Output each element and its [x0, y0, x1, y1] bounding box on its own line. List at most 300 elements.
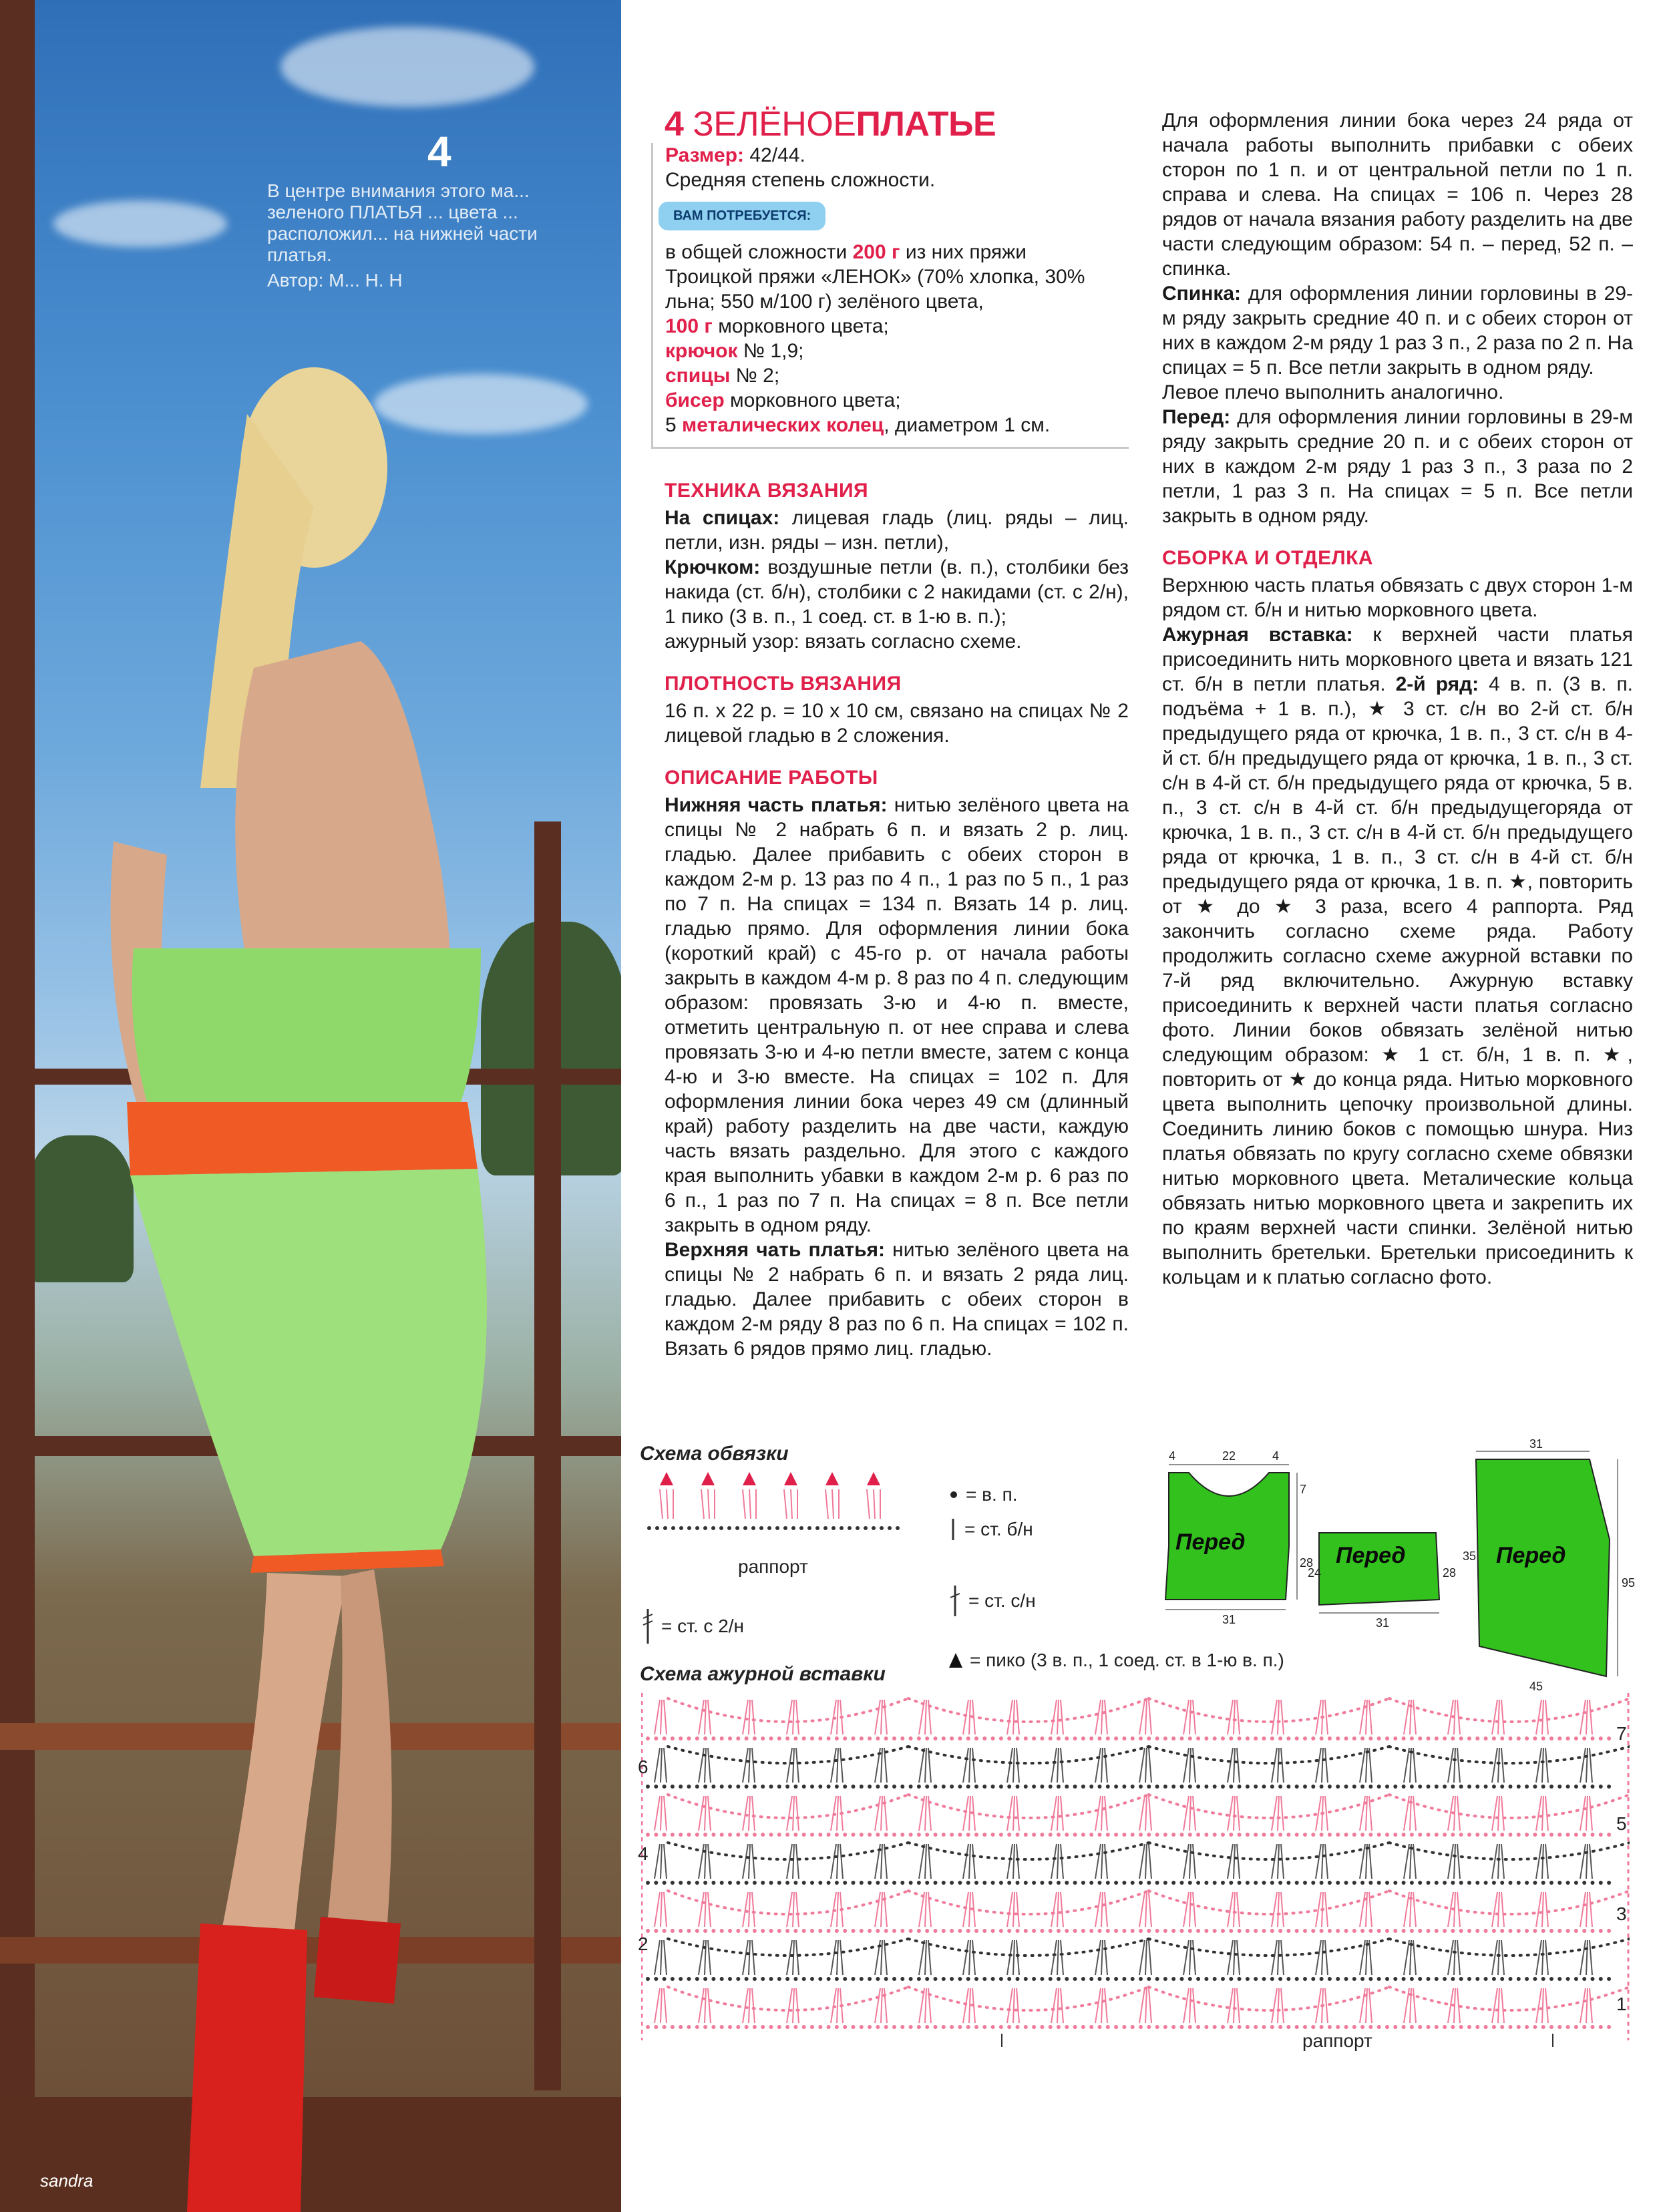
- chain-dot: [1089, 1833, 1093, 1837]
- chain-dot: [974, 1833, 978, 1837]
- stitch-mark: [1580, 1988, 1586, 2023]
- stitch-mark: [925, 1700, 926, 1734]
- chain-dot: [1360, 1929, 1364, 1933]
- chain-dot: [917, 1929, 921, 1933]
- chain-dot: [1007, 1785, 1011, 1789]
- chain-dot: [917, 1785, 921, 1789]
- chain-dot: [1188, 1881, 1192, 1885]
- chain-dot: [1574, 1833, 1578, 1837]
- chain-dot: [1541, 1785, 1545, 1789]
- chain-dot: [1557, 1736, 1561, 1740]
- stitch-mark: [969, 1988, 970, 2023]
- chain-dot: [719, 1526, 723, 1530]
- chain-dot: [950, 2025, 954, 2029]
- stitch-mark: [1139, 1892, 1145, 1927]
- stitch-mark: [1542, 1796, 1543, 1831]
- stitch-mark: [1234, 1700, 1235, 1734]
- chain-dot: [942, 2025, 946, 2029]
- chain-dot: [1131, 1785, 1135, 1789]
- chain-dot: [769, 1785, 773, 1789]
- stitch-mark: [1189, 1892, 1191, 1927]
- chain-dot: [1368, 1736, 1372, 1740]
- chain-dot: [753, 1785, 757, 1789]
- chain-dot: [1311, 1977, 1315, 1981]
- chain-dot: [991, 1736, 995, 1740]
- stitch-mark: [1590, 1988, 1592, 2023]
- chain-dot: [1221, 1736, 1225, 1740]
- stitch-mark: [1272, 1700, 1277, 1734]
- picot-mark: [743, 1472, 756, 1485]
- stitch-mark: [655, 1748, 660, 1783]
- chain-dot: [909, 1833, 913, 1837]
- stitch-mark: [1590, 1748, 1592, 1783]
- chain-dot: [679, 1977, 683, 1981]
- chain-dot: [1410, 1736, 1414, 1740]
- stitch-mark: [1542, 1892, 1543, 1927]
- stitch-mark: [1228, 1796, 1233, 1831]
- chain-dot: [1344, 1736, 1348, 1740]
- chain-dot: [1278, 1736, 1282, 1740]
- chain-dot: [769, 1833, 773, 1837]
- chain-dot: [1016, 1833, 1020, 1837]
- chain-dot: [1525, 1929, 1529, 1933]
- chain-dot: [1147, 2025, 1151, 2029]
- chain-dot: [1549, 1881, 1553, 1885]
- chain-dot: [1098, 1833, 1102, 1837]
- stitch-mark: [1105, 1748, 1107, 1783]
- chain-dot: [1591, 1736, 1595, 1740]
- stitch-mark: [1492, 1796, 1497, 1831]
- chain-dot: [1073, 1881, 1077, 1885]
- chain-dot: [1040, 1881, 1044, 1885]
- chain-dot: [1303, 1881, 1307, 1885]
- stitch-mark: [963, 1796, 968, 1831]
- chain-dot: [852, 1881, 856, 1885]
- stitch-mark: [1095, 1796, 1101, 1831]
- chain-dot: [999, 2025, 1003, 2029]
- lace-diagram-title: Схема ажурной вставки: [640, 1663, 886, 1685]
- stitch-mark: [837, 1700, 838, 1734]
- chain-dot: [1352, 1977, 1356, 1981]
- stitch-mark: [1017, 1844, 1019, 1879]
- article-column-2: Для оформления линии бока через 24 ряда от начала работы выполнить прибавки с обеих сторон по 1 п. и от центральной петли по 1 п. справа и слева. На спицах = 106 п. Через 28 рядов от начала вязания работу разделить на две части следующим образом: 54 п. – перед, 52 п. – спинка. Спинка: для оформления линии горловины в 29-м ряду закрыть средние 40 п. и с обеих сторон от них в каждом 2-м ряду 1 раз 3 п., 2 раза по 2 п. На спицах = 5 п. Все петли закрыть в одном ряду. Левое плечо выполнить аналогично. Перед: для оформления линии горловины в 29-м ряду закрыть средние 20 п. и с обеих сторон от них в каждом 2-м ряду 1 раз 3 п., 3 раза по 2 петли, 1 раз 3 п. На спицах = 5 п. Все петли закрыть в одном ряду. СБОРКА И ОТДЕЛКА Верхнюю часть платья обвязать с двух сторон 1-м рядом ст. б/н и нитью морковного цвета. Ажурная вставка: к верхней части платья присоединить нить морковного цвета и вязать 121 ст. б/н в петли платья. 2-й ряд: 4 в. п. (3 в. п. подъёма + 1 в. п.), ★ 3 ст. с/н во 2-й ст. б/н предыдущего ряда от крючка, 1 в. п., 3 ст. с/н в 4-й ст. б/н предыдущего ряда от крючка, 1 в. п., 3 ст. с/н в 4-й ст. б/н предыдущего ряда от крючка, 5 в. п., 3 ст. с/н в 4-й ст. б/н предыдущегоряда от крючка, 1 в. п., 3 ст. с/н в 4-й ст. б/н предыдущего ряда от крючка, 1 в. п., 3 ст. с/н в 4-й ст. б/н предыдущего ряда от крючка, 1 в. п. ★, повторить от ★ до ★ 3 раза, всего 4 раппорта. Ряд закончить согласно схеме ряда. Работу продолжить согласно схеме ажурной вставки по 7-й ряд включительно. Ажурную вставку присоединить к верхней части платья согласно фото. Линии боков обвязать зелёной нитью следующим образом: ★ 1 ст. б/н, 1 в. п. ★, повторить от ★ до конца ряда. Нитью морковного цвета выполнить цепочку произвольной длины. Соединить линию боков с помощью шнура. Низ платья обвязать по кругу согласно схеме обвязки нитью морковного цвета. Металические кольца обвязать нитью морковного цвета и закрепить их по краям верхней части спинки. Зелёной нитью выполнить бретельки. Бретельки присоединить к кольцам и к платью согласно фото.: [1162, 110, 1634, 1288]
- chain-dot: [1492, 1833, 1496, 1837]
- chain-dot: [807, 1526, 811, 1530]
- stitch-mark: [705, 1700, 706, 1734]
- chain-dot: [695, 2025, 699, 2029]
- stitch-mark: [1007, 1940, 1012, 1975]
- chain-dot: [1213, 2025, 1217, 2029]
- chain-dot: [1311, 1833, 1315, 1837]
- stitch-mark: [1586, 1940, 1588, 1975]
- chain-dot: [687, 1833, 691, 1837]
- chain-dot: [942, 1785, 946, 1789]
- stitch-mark: [1325, 1748, 1328, 1783]
- chain-dot: [1435, 2025, 1439, 2029]
- chain-dot: [679, 1736, 683, 1740]
- chain-dot: [1254, 1785, 1258, 1789]
- chain-dot: [679, 1929, 683, 1933]
- stitch-mark: [705, 1844, 706, 1879]
- chain-dot: [1246, 1785, 1250, 1789]
- chain-dot: [1566, 2025, 1570, 2029]
- chain-dot: [1114, 1929, 1118, 1933]
- chain-dot: [736, 1977, 740, 1981]
- chain-dot: [1254, 1833, 1258, 1837]
- chain-dot: [1492, 1785, 1496, 1789]
- chain-dot: [1427, 1833, 1431, 1837]
- chain-dot: [1451, 1785, 1455, 1789]
- chain-dot: [1459, 1785, 1463, 1789]
- chain-dot: [1106, 1785, 1110, 1789]
- chain-dot: [1081, 1929, 1085, 1933]
- stitch-mark: [743, 1748, 748, 1783]
- chain-dot: [1139, 1977, 1143, 1981]
- chain-dot: [1517, 2025, 1521, 2029]
- chain-dot: [848, 1526, 852, 1530]
- stitch-mark: [1278, 1700, 1279, 1734]
- section-heading-assembly: СБОРКА И ОТДЕЛКА: [1162, 547, 1374, 569]
- stitch-mark: [661, 1748, 662, 1783]
- chain-dot: [950, 1881, 954, 1885]
- stitch-mark: [1366, 1796, 1367, 1831]
- stitch-mark: [787, 1700, 792, 1734]
- chain-dot: [1574, 1881, 1578, 1885]
- chain-dot: [966, 1929, 970, 1933]
- stitch-mark: [1051, 1748, 1057, 1783]
- stitch-mark: [705, 1748, 706, 1783]
- chain-dot: [1196, 1881, 1200, 1885]
- chain-dot: [727, 1526, 731, 1530]
- stitch-mark: [1316, 1844, 1321, 1879]
- chain-dot: [1533, 1929, 1537, 1933]
- picot-mark: [825, 1472, 839, 1485]
- chain-dot: [1418, 1929, 1422, 1933]
- chain-dot: [1270, 1736, 1274, 1740]
- stitch-mark: [1228, 1700, 1233, 1734]
- chain-dot: [1229, 2025, 1233, 2029]
- chain-dot: [818, 1833, 822, 1837]
- chain-dot: [1582, 1929, 1586, 1933]
- chain-dot: [1229, 1785, 1233, 1789]
- stitch-mark: [1189, 1988, 1191, 2023]
- stitch-mark: [881, 1892, 882, 1927]
- stitch-mark: [1457, 1940, 1460, 1975]
- chain-dot: [991, 1929, 995, 1933]
- chain-dot: [793, 1977, 797, 1981]
- chain-dot: [1484, 2025, 1488, 2029]
- chain-arc: [1389, 1891, 1630, 1914]
- chain-dot: [1204, 1929, 1208, 1933]
- chain-dot: [925, 1833, 929, 1837]
- chain-dot: [1163, 1833, 1167, 1837]
- chain-dot: [1509, 1736, 1513, 1740]
- chain-dot: [835, 1929, 839, 1933]
- stitch-mark: [664, 1700, 667, 1734]
- chain-dot: [695, 1526, 699, 1530]
- dim-2b: 28: [1443, 1566, 1457, 1580]
- stitch-mark: [1017, 1940, 1019, 1975]
- chain-dot: [1360, 1736, 1364, 1740]
- stitch-mark: [1413, 1940, 1416, 1975]
- chain-dot: [646, 1929, 650, 1933]
- chain-dot: [942, 1881, 946, 1885]
- stitch-mark: [1051, 1940, 1057, 1975]
- chain-dot: [860, 1881, 864, 1885]
- chain-dot: [1368, 2025, 1372, 2029]
- chain-dot: [892, 2025, 896, 2029]
- chain-dot: [1238, 1833, 1242, 1837]
- stitch-mark: [708, 1988, 711, 2023]
- stitch-mark: [1272, 1748, 1277, 1783]
- chain-dot: [1418, 1785, 1422, 1789]
- chain-dot: [1049, 1785, 1053, 1789]
- dim-1b: 22: [1222, 1449, 1236, 1463]
- chain-dot: [982, 1929, 986, 1933]
- stitch-mark: [1145, 1988, 1147, 2023]
- chain-dot: [1180, 1736, 1184, 1740]
- chain-dot: [1607, 1977, 1611, 1981]
- chain-dot: [934, 1977, 938, 1981]
- stitch-mark: [875, 1700, 880, 1734]
- legend-picot: = пико (3 в. п., 1 соед. ст. в 1-ю в. п.): [948, 1650, 1284, 1671]
- chain-dot: [761, 1785, 765, 1789]
- chain-dot: [646, 1785, 650, 1789]
- stitch-mark: [793, 1748, 794, 1783]
- chain-dot: [1377, 1929, 1381, 1933]
- stitch-mark: [1454, 1844, 1455, 1879]
- chain-dot: [1500, 1736, 1504, 1740]
- stitch-mark: [840, 1844, 843, 1879]
- chain-dot: [753, 1881, 757, 1885]
- chain-dot: [892, 1929, 896, 1933]
- stitch-mark: [743, 1988, 748, 2023]
- chain-dot: [1032, 1785, 1036, 1789]
- chain-dot: [1328, 1977, 1332, 1981]
- chain-dot: [1065, 1977, 1069, 1981]
- chain-dot: [966, 1881, 970, 1885]
- chain-dot: [1246, 2025, 1250, 2029]
- chain-dot: [868, 1785, 872, 1789]
- chain-dot: [1213, 1929, 1217, 1933]
- chain-dot: [777, 1977, 781, 1981]
- stitch-mark: [1234, 1940, 1235, 1975]
- chain-dot: [1098, 1785, 1102, 1789]
- stitch-mark: [708, 1748, 711, 1783]
- chain-dot: [1427, 1929, 1431, 1933]
- chain-dot: [1385, 1977, 1389, 1981]
- stitch-mark: [831, 1844, 836, 1879]
- row-label-6: 6: [638, 1757, 649, 1777]
- chain-dot: [1122, 1977, 1126, 1981]
- chain-dot: [1049, 2025, 1053, 2029]
- stitch-mark: [1322, 1940, 1323, 1975]
- stitch-mark: [1542, 1748, 1543, 1783]
- stitch-mark: [1105, 1892, 1107, 1927]
- chain-dot: [1418, 1977, 1422, 1981]
- chain-dot: [1393, 1833, 1397, 1837]
- chain-dot: [1509, 1833, 1513, 1837]
- chain-dot: [1303, 1736, 1307, 1740]
- chain-dot: [1344, 1929, 1348, 1933]
- stitch-mark: [1545, 1700, 1548, 1734]
- chain-dot: [761, 1881, 765, 1885]
- chain-dot: [843, 1881, 847, 1885]
- stitch-mark: [1193, 1796, 1195, 1831]
- stitch-mark: [1051, 1988, 1057, 2023]
- chain-dot: [671, 1929, 675, 1933]
- chain-dot: [1262, 2025, 1266, 2029]
- stitch-mark: [793, 1844, 794, 1879]
- stitch-mark: [787, 1796, 792, 1831]
- chain-dot: [1131, 1977, 1135, 1981]
- chain-arc: [908, 1698, 1149, 1722]
- chain-dot: [1032, 2025, 1036, 2029]
- chain-dot: [1238, 1977, 1242, 1981]
- chain-dot: [1106, 2025, 1110, 2029]
- stitch-mark: [1051, 1892, 1057, 1927]
- stitch-mark: [1492, 1748, 1497, 1783]
- stitch-mark: [875, 1796, 880, 1831]
- stitch-mark: [796, 1796, 799, 1831]
- chain-dot: [1467, 1977, 1471, 1981]
- chain-dot: [1196, 1977, 1200, 1981]
- chain-dot: [1295, 1881, 1299, 1885]
- chain-dot: [1484, 1881, 1488, 1885]
- chain-dot: [900, 1977, 904, 1981]
- chain-dot: [1114, 1881, 1118, 1885]
- chain-dot: [876, 1736, 880, 1740]
- chain-dot: [1344, 2025, 1348, 2029]
- chain-dot: [1049, 1929, 1053, 1933]
- stitch-mark: [1325, 1796, 1328, 1831]
- chain-dot: [1566, 1977, 1570, 1981]
- chain-dot: [876, 1881, 880, 1885]
- chain-dot: [1435, 1736, 1439, 1740]
- stitch-mark: [1017, 1796, 1019, 1831]
- chain-dot: [711, 1736, 715, 1740]
- stitch-mark: [661, 1940, 662, 1975]
- chain-dot: [1582, 1833, 1586, 1837]
- chain-dot: [1549, 1977, 1553, 1981]
- chain-dot: [1295, 1929, 1299, 1933]
- lace-insert-diagram: [641, 1693, 1630, 2067]
- stitch-mark: [749, 1700, 750, 1734]
- stitch-mark: [705, 1796, 706, 1831]
- chain-dot: [1024, 1881, 1028, 1885]
- chain-dot: [1089, 1977, 1093, 1981]
- stitch-mark: [787, 1940, 792, 1975]
- chain-dot: [1500, 1881, 1504, 1885]
- chain-dot: [1484, 1736, 1488, 1740]
- chain-dot: [991, 1785, 995, 1789]
- stitch-mark: [1501, 1844, 1504, 1879]
- chain-dot: [1229, 1881, 1233, 1885]
- stitch-mark: [1586, 1748, 1588, 1783]
- chain-dot: [687, 1785, 691, 1789]
- chain-dot: [1377, 1785, 1381, 1789]
- edging-diagram: [641, 1469, 908, 1556]
- chain-dot: [1541, 1833, 1545, 1837]
- chain-dot: [1131, 1833, 1135, 1837]
- stitch-mark: [1536, 1748, 1541, 1783]
- chain-dot: [1065, 1736, 1069, 1740]
- stitch-mark: [1360, 1892, 1365, 1927]
- chain-dot: [1089, 1881, 1093, 1885]
- stitch-mark: [1145, 1844, 1147, 1879]
- chain-dot: [1295, 1833, 1299, 1837]
- stitch-mark: [831, 1748, 836, 1783]
- chain-dot: [1262, 1929, 1266, 1933]
- chain-dot: [736, 1881, 740, 1885]
- chain-dot: [671, 2025, 675, 2029]
- chain-dot: [1016, 1785, 1020, 1789]
- stitch-mark: [787, 1892, 792, 1927]
- chain-dot: [802, 1736, 806, 1740]
- chain-dot: [1377, 1881, 1381, 1885]
- stitch-mark: [1193, 1940, 1195, 1975]
- stitch-mark: [1101, 1988, 1103, 2023]
- chain-dot: [1065, 1785, 1069, 1789]
- chain-dot: [1475, 2025, 1479, 2029]
- chain-dot: [703, 1833, 707, 1837]
- chain-dot: [1582, 2025, 1586, 2029]
- chain-dot: [1574, 2025, 1578, 2029]
- chain-dot: [900, 1833, 904, 1837]
- chain-dot: [1262, 1881, 1266, 1885]
- stitch-mark: [1536, 1940, 1541, 1975]
- stitch-mark: [1095, 1748, 1101, 1783]
- stitch-mark: [884, 1796, 887, 1831]
- chain-dot: [1171, 1736, 1175, 1740]
- chain-dot: [876, 2025, 880, 2029]
- chain-dot: [1475, 1736, 1479, 1740]
- chain-dot: [1492, 1929, 1496, 1933]
- chain-dot: [864, 1526, 868, 1530]
- stitch-mark: [1095, 1940, 1101, 1975]
- chain-dot: [1492, 1977, 1496, 1981]
- chain-dot: [1122, 1785, 1126, 1789]
- chain-dot: [1599, 1929, 1603, 1933]
- dim-3a: 31: [1529, 1437, 1543, 1451]
- chain-dot: [1509, 2025, 1513, 2029]
- chain-dot: [1089, 1929, 1093, 1933]
- chain-dot: [1122, 2025, 1126, 2029]
- stitch-mark: [752, 1940, 755, 1975]
- chain-dot: [671, 1833, 675, 1837]
- stitch-mark: [1278, 1940, 1279, 1975]
- chain-dot: [958, 1833, 962, 1837]
- chain-dot: [769, 1736, 773, 1740]
- stitch-mark: [1145, 1892, 1147, 1927]
- chain-dot: [1320, 1833, 1324, 1837]
- chain-dot: [1459, 1881, 1463, 1885]
- chain-dot: [1188, 1977, 1192, 1981]
- chain-dot: [1081, 1881, 1085, 1885]
- chain-dot: [868, 1833, 872, 1837]
- chain-dot: [1352, 1736, 1356, 1740]
- chain-dot: [711, 1977, 715, 1981]
- chain-dot: [876, 1785, 880, 1789]
- chain-dot: [775, 1526, 779, 1530]
- chain-dot: [1246, 1929, 1250, 1933]
- chain-dot: [1016, 1881, 1020, 1885]
- stitch-mark: [661, 1844, 662, 1879]
- chain-dot: [892, 1881, 896, 1885]
- stitch-mark: [1007, 1796, 1012, 1831]
- chain-dot: [860, 1785, 864, 1789]
- chain-dot: [1040, 1929, 1044, 1933]
